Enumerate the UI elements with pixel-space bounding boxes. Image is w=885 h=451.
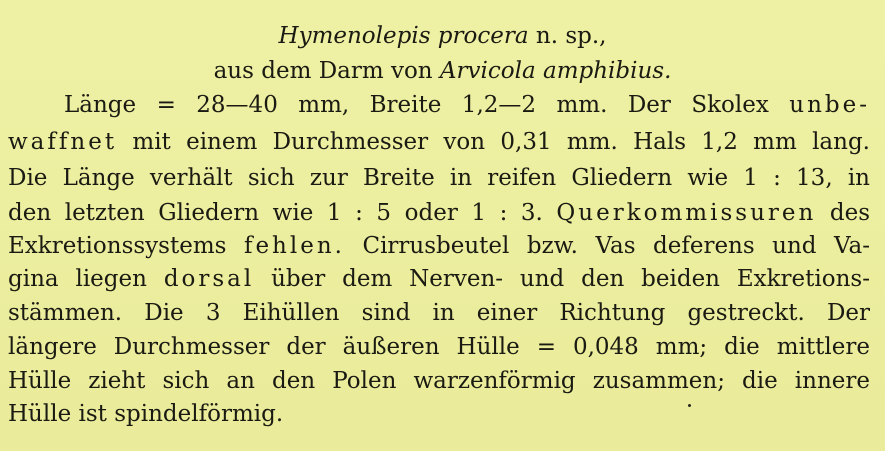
paragraph-line-1 (64, 90, 870, 120)
line-2-text: mit einem Durchmesser von 0,31 mm. Hals 1,2 mm lang. (117, 129, 870, 155)
species-name: Hymenolepis procera (278, 23, 529, 49)
line-2-spaced: waffnet (8, 129, 118, 155)
line-4-spaced: Querkommissuren (556, 200, 817, 226)
host-prefix: aus dem Darm von (213, 58, 440, 84)
paragraph-line-6 (8, 264, 870, 294)
line-6-text-b: über dem Nerven- und den beiden Exkretions- (254, 266, 870, 292)
line-7-text: stämmen. Die 3 Eihüllen sind in einer Richtung gestreckt. Der (8, 300, 870, 326)
line-3-text: Die Länge verhält sich zur Breite in reifen Gliedern wie 1 : 13, in (8, 165, 870, 191)
paragraph-line-8 (8, 332, 870, 362)
paragraph-line-9 (8, 366, 870, 396)
paragraph-line-4 (8, 198, 870, 228)
paragraph-line-2 (8, 127, 870, 157)
line-4-text-b: des (816, 200, 871, 226)
line-9-text: Hülle zieht sich an den Polen warzenförmig zusammen; die innere (8, 368, 870, 394)
paragraph-line-10 (8, 399, 870, 429)
line-10-text: Hülle ist spindelförmig. (8, 401, 284, 427)
line-1-text: Länge = 28—40 mm, Breite 1,2—2 mm. Der Skolex (64, 92, 769, 118)
ink-speck (688, 404, 691, 407)
line-5-text-b: Cirrusbeutel bzw. Vas deferens und Va- (344, 233, 870, 259)
host-species: Arvicola amphibius. (439, 58, 672, 84)
host-line (0, 55, 885, 87)
line-1-spaced: unbe- (789, 92, 870, 118)
line-6-text-a: gina liegen (8, 266, 164, 292)
paragraph-line-5 (8, 231, 870, 261)
line-4-text-a: den letzten Gliedern wie 1 : 5 oder 1 : 3. (8, 200, 543, 226)
line-8-text: längere Durchmesser der äußeren Hülle = 0,048 mm; die mittlere (8, 334, 870, 360)
line-5-spaced: fehlen. (243, 233, 345, 259)
paragraph-line-7 (8, 298, 870, 328)
species-suffix: n. sp., (528, 23, 607, 49)
line-5-text-a: Exkretionssystems (8, 233, 244, 259)
line-6-spaced: dorsal (163, 266, 255, 292)
species-title (0, 20, 885, 52)
paragraph-line-3 (8, 163, 870, 193)
